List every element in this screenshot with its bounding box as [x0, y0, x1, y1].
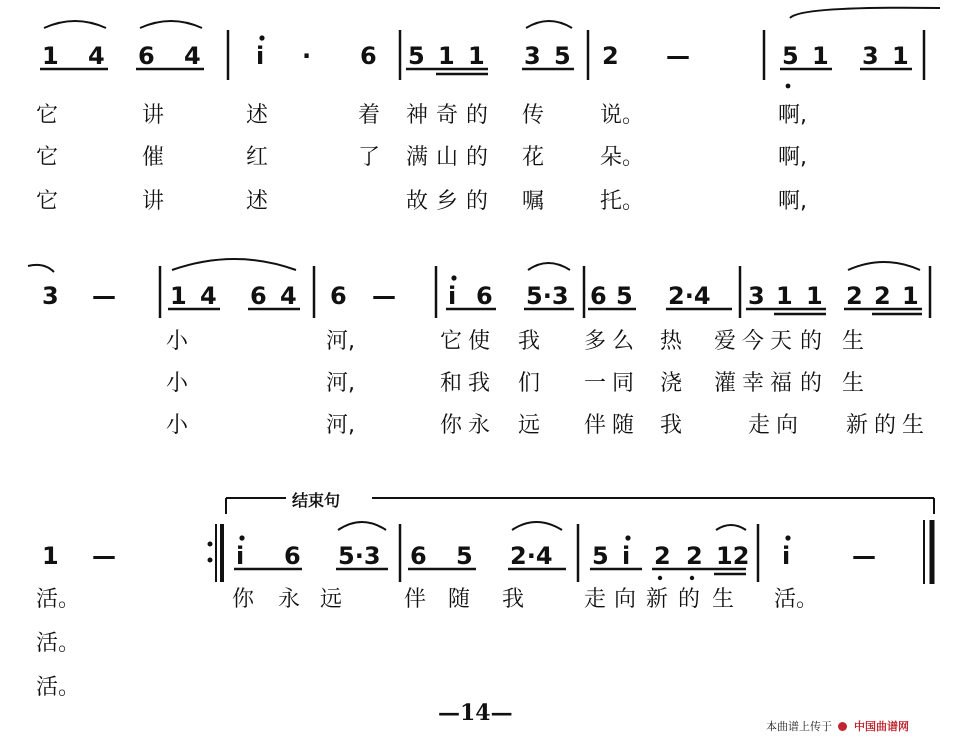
- lyric: 乡: [436, 189, 459, 214]
- note: 5: [616, 282, 633, 310]
- lyric: 的: [466, 103, 489, 128]
- lyric: 同: [612, 371, 635, 396]
- note: 12: [716, 542, 750, 570]
- lyric: 多: [584, 329, 607, 354]
- lyric: 灌: [714, 371, 737, 396]
- lyric: 热: [660, 329, 683, 354]
- lyric: 生: [842, 371, 865, 396]
- note: 6: [360, 42, 377, 70]
- lyric: 新: [846, 413, 869, 438]
- note: i: [236, 542, 245, 570]
- note: 3: [42, 282, 59, 310]
- lyric: 的: [800, 371, 823, 396]
- lyric: 啊,: [778, 189, 807, 214]
- upload-credit: [766, 718, 909, 734]
- lyric: 活。: [36, 675, 81, 700]
- row3-markings: [216, 520, 932, 584]
- note: 2: [686, 542, 703, 570]
- lyric: 的: [874, 413, 897, 438]
- note: 1: [776, 282, 793, 310]
- lyric: 和: [440, 371, 463, 396]
- lyric: 生: [902, 413, 925, 438]
- note: 1: [438, 42, 455, 70]
- lyric: 的: [800, 329, 823, 354]
- note: 2·4: [510, 542, 553, 570]
- note: 2: [846, 282, 863, 310]
- lyric: 新: [646, 587, 669, 612]
- lyric: 向: [776, 413, 799, 438]
- lyric: 河,: [326, 329, 355, 354]
- lyric: 天: [770, 329, 793, 354]
- row3-notes: [42, 542, 876, 570]
- note: 6: [330, 282, 347, 310]
- lyric: 托。: [600, 189, 645, 214]
- lyric: 浇: [660, 371, 683, 396]
- lyric: 了: [358, 145, 381, 170]
- page-number: —14—: [438, 700, 513, 726]
- note: 6: [410, 542, 427, 570]
- lyric: 朵。: [600, 145, 645, 170]
- note: 5: [456, 542, 473, 570]
- lyric: 啊,: [778, 145, 807, 170]
- note: 1: [468, 42, 485, 70]
- lyric: 走: [584, 587, 607, 612]
- lyric: 使: [468, 329, 491, 354]
- note: 2·4: [668, 282, 711, 310]
- note: 4: [280, 282, 297, 310]
- note: 2: [874, 282, 891, 310]
- note-dash: —: [92, 542, 116, 570]
- lyric: 永: [468, 413, 491, 438]
- lyric: 河,: [326, 371, 355, 396]
- note: 1: [170, 282, 187, 310]
- lyric: 传: [522, 103, 545, 128]
- site-brand[interactable]: 中国曲谱网: [854, 720, 909, 733]
- lyric: 嘱: [522, 189, 545, 214]
- note: 6: [284, 542, 301, 570]
- lyric: 奇: [436, 103, 459, 128]
- lyric: 小: [166, 329, 189, 354]
- note: 6: [138, 42, 155, 70]
- note: 4: [184, 42, 201, 70]
- lyric: 幸: [742, 371, 765, 396]
- lyric: 今: [742, 329, 765, 354]
- lyric: 你: [440, 413, 463, 438]
- lyric: 啊,: [778, 103, 807, 128]
- lyric: 活。: [774, 587, 819, 612]
- lyric: 故: [406, 189, 429, 214]
- note: 5: [592, 542, 609, 570]
- lyric: 它: [36, 103, 59, 128]
- lyric: 一: [584, 371, 607, 396]
- note: 5: [782, 42, 799, 70]
- lyric: 红: [246, 145, 269, 170]
- note: 1: [812, 42, 829, 70]
- lyric: 么: [612, 329, 635, 354]
- note: 4: [200, 282, 217, 310]
- lyric: 活。: [36, 631, 81, 656]
- lyric: 随: [448, 587, 471, 612]
- lyric: 永: [278, 587, 301, 612]
- note: 6: [476, 282, 493, 310]
- note: 1: [806, 282, 823, 310]
- lyric: 活。: [36, 587, 81, 612]
- lyric: 述: [246, 103, 269, 128]
- lyric: 我: [502, 587, 525, 612]
- row1-markings: [40, 8, 940, 80]
- lyric: 我: [660, 413, 683, 438]
- lyric: 小: [166, 371, 189, 396]
- note: i: [448, 282, 457, 310]
- lyric: 的: [678, 587, 701, 612]
- row2-notes: [42, 282, 919, 310]
- lyric: 生: [712, 587, 735, 612]
- note-dash: —: [92, 282, 116, 310]
- note: 1: [42, 542, 59, 570]
- note: i: [256, 42, 265, 70]
- lyric: 小: [166, 413, 189, 438]
- note: 3: [862, 42, 879, 70]
- lyric: 它: [36, 189, 59, 214]
- lyric: 伴: [404, 587, 427, 612]
- note: 2: [602, 42, 619, 70]
- note: 5: [408, 42, 425, 70]
- note: 2: [654, 542, 671, 570]
- ending-label: 结束句: [292, 491, 341, 510]
- note: i: [782, 542, 791, 570]
- note: 5·3: [526, 282, 569, 310]
- note: 5·3: [338, 542, 381, 570]
- lyric: 山: [436, 145, 459, 170]
- note: 1: [892, 42, 909, 70]
- lyric: 讲: [142, 189, 165, 214]
- lyric: 走: [748, 413, 771, 438]
- note: ·: [302, 42, 312, 70]
- lyric: 它: [440, 329, 463, 354]
- lyric: 神: [406, 103, 429, 128]
- note-dash: —: [852, 542, 876, 570]
- lyric: 生: [842, 329, 865, 354]
- note: 3: [524, 42, 541, 70]
- lyric: 述: [246, 189, 269, 214]
- note: 6: [250, 282, 267, 310]
- row2-dots: [451, 275, 456, 280]
- lyric: 着: [358, 103, 381, 128]
- lyric: 的: [466, 145, 489, 170]
- lyric: 伴: [584, 413, 607, 438]
- lyric: 说。: [600, 103, 645, 128]
- note: 1: [902, 282, 919, 310]
- lyric: 花: [522, 145, 545, 170]
- lyric: 远: [518, 413, 541, 438]
- lyric: 你: [232, 587, 255, 612]
- note-dash: —: [666, 42, 690, 70]
- lyric: 它: [36, 145, 59, 170]
- note: i: [622, 542, 631, 570]
- lyric: 河,: [326, 413, 355, 438]
- lyric: 向: [614, 587, 637, 612]
- note: 1: [42, 42, 59, 70]
- lyric: 福: [770, 371, 793, 396]
- credit-text: 本曲谱上传于: [766, 720, 832, 733]
- note: 5: [554, 42, 571, 70]
- lyric: 的: [466, 189, 489, 214]
- lyric: 随: [612, 413, 635, 438]
- row1-notes: [42, 42, 909, 70]
- lyric: 讲: [142, 103, 165, 128]
- lyric: 催: [142, 145, 165, 170]
- note-dash: —: [372, 282, 396, 310]
- lyric: 我: [468, 371, 491, 396]
- note: 6: [590, 282, 607, 310]
- lyric: 满: [406, 145, 429, 170]
- lyric: 远: [320, 587, 343, 612]
- note: 3: [748, 282, 765, 310]
- globe-icon: [838, 722, 847, 731]
- lyric: 爱: [714, 329, 737, 354]
- note: 4: [88, 42, 105, 70]
- lyric: 们: [518, 371, 541, 396]
- lyric: 我: [518, 329, 541, 354]
